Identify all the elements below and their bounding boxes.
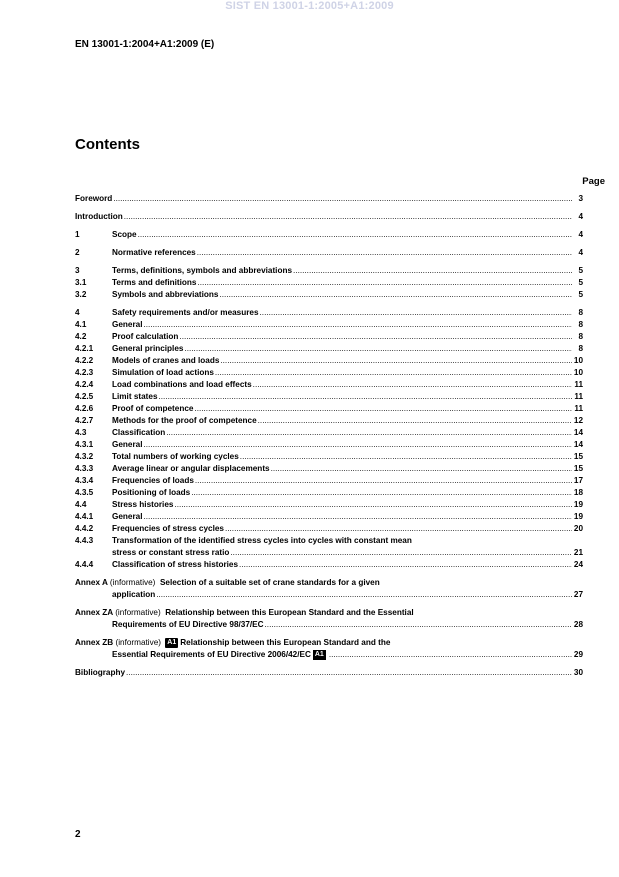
toc-entry-4-3-2[interactable] (75, 451, 583, 463)
toc-title: Terms and definitions (112, 278, 197, 287)
toc-title: Proof calculation (112, 332, 179, 341)
toc-title: General principles (112, 344, 184, 353)
toc-page: 21 (573, 548, 583, 557)
contents-heading: Contents (75, 136, 140, 153)
toc-title: General (112, 320, 143, 329)
toc-number: 4.3.4 (75, 476, 94, 485)
toc-page: 10 (573, 368, 583, 377)
leader-dots (225, 523, 572, 535)
toc-number: 4 (75, 308, 80, 317)
toc-page: 14 (573, 440, 583, 449)
annex-label: Annex A (75, 578, 108, 587)
toc-page: 5 (578, 278, 583, 287)
toc-number: 4.3.2 (75, 452, 94, 461)
table-of-contents (75, 193, 583, 685)
toc-entry-4-2-7[interactable] (75, 415, 583, 427)
toc-entry-4-4-4[interactable] (75, 559, 583, 571)
toc-title (75, 607, 414, 619)
toc-number: 3 (75, 266, 80, 275)
toc-title: Classification (112, 428, 166, 437)
toc-title: Frequencies of stress cycles (112, 524, 224, 533)
annex-title: Relationship between this European Standard and the (180, 638, 391, 647)
toc-entry-bibliography[interactable] (75, 667, 583, 679)
toc-entry-4-3-3[interactable] (75, 463, 583, 475)
leader-dots (195, 475, 572, 487)
toc-entry-1[interactable] (75, 229, 583, 241)
leader-dots (253, 379, 572, 391)
toc-entry-4-4-1[interactable] (75, 511, 583, 523)
toc-number: 4.4.1 (75, 512, 94, 521)
toc-page: 20 (573, 524, 583, 533)
leader-dots (113, 193, 572, 205)
toc-title: Foreword (75, 194, 113, 203)
leader-dots (156, 589, 572, 601)
amendment-start-marker: A1 (167, 638, 177, 646)
annex-type: (informative) (115, 608, 161, 617)
leader-dots (215, 367, 572, 379)
toc-title (112, 649, 328, 661)
toc-title: Total numbers of working cycles (112, 452, 239, 461)
leader-dots (174, 499, 572, 511)
toc-entry-annex-za[interactable] (75, 607, 583, 619)
toc-entry-4-4-3-continued[interactable] (75, 547, 583, 559)
toc-page: 5 (578, 266, 583, 275)
leader-dots (126, 667, 572, 679)
leader-dots (144, 319, 573, 331)
toc-entry-annex-zb[interactable] (75, 637, 583, 649)
toc-page: 8 (578, 320, 583, 329)
toc-page: 17 (573, 476, 583, 485)
toc-entry-3[interactable] (75, 265, 583, 277)
annex-type: (informative) (109, 578, 156, 587)
toc-title (75, 577, 380, 589)
toc-entry-annex-za-continued[interactable] (75, 619, 583, 631)
leader-dots (166, 427, 572, 439)
toc-number: 4.2.3 (75, 368, 94, 377)
toc-page: 4 (578, 212, 583, 221)
leader-dots (159, 391, 573, 403)
toc-page: 18 (573, 488, 583, 497)
toc-number: 2 (75, 248, 80, 257)
toc-title: Requirements of EU Directive 98/37/EC (112, 620, 264, 629)
toc-entry-4[interactable] (75, 307, 583, 319)
toc-entry-4-2-5[interactable] (75, 391, 583, 403)
toc-page: 24 (573, 560, 583, 569)
leader-dots (293, 265, 572, 277)
toc-number: 4.2.1 (75, 344, 94, 353)
toc-title: General (112, 440, 143, 449)
toc-title: Symbols and abbreviations (112, 290, 219, 299)
toc-title: Classification of stress histories (112, 560, 239, 569)
toc-number: 4.2.5 (75, 392, 94, 401)
toc-page: 30 (573, 668, 583, 677)
toc-number: 3.1 (75, 278, 87, 287)
toc-entry-4-4-2[interactable] (75, 523, 583, 535)
toc-number: 4.4.4 (75, 560, 94, 569)
toc-entry-2[interactable] (75, 247, 583, 259)
amendment-end-marker: A1 (314, 650, 324, 658)
toc-entry-4-2[interactable] (75, 331, 583, 343)
toc-number: 4.2.6 (75, 404, 94, 413)
toc-page: 4 (578, 248, 583, 257)
toc-title: Methods for the proof of competence (112, 416, 257, 425)
toc-entry-4-2-6[interactable] (75, 403, 583, 415)
toc-number: 4.2.7 (75, 416, 94, 425)
toc-entry-4-3-1[interactable] (75, 439, 583, 451)
toc-title: Average linear or angular displacements (112, 464, 270, 473)
leader-dots (144, 439, 573, 451)
toc-number: 4.4.2 (75, 524, 94, 533)
annex-type: (informative) (115, 638, 161, 647)
toc-page: 15 (573, 464, 583, 473)
toc-title: Models of cranes and loads (112, 356, 220, 365)
toc-title: application (112, 590, 156, 599)
page-number: 2 (75, 829, 81, 840)
leader-dots (179, 331, 572, 343)
toc-number: 4.2.4 (75, 380, 94, 389)
toc-entry-introduction[interactable] (75, 211, 583, 223)
toc-number: 4.2.2 (75, 356, 94, 365)
toc-number: 4.3 (75, 428, 87, 437)
toc-page: 19 (573, 500, 583, 509)
toc-page: 8 (578, 332, 583, 341)
toc-title: Limit states (112, 392, 158, 401)
toc-page: 28 (573, 620, 583, 629)
toc-number: 4.3.5 (75, 488, 94, 497)
leader-dots (197, 247, 572, 259)
toc-entry-4-4-3[interactable] (75, 535, 583, 547)
toc-number: 4.3.1 (75, 440, 94, 449)
annex-title: Essential Requirements of EU Directive 2006/42/EC (112, 650, 311, 659)
leader-dots (265, 619, 572, 631)
leader-dots (219, 289, 572, 301)
leader-dots (197, 277, 572, 289)
toc-number: 4.4 (75, 500, 87, 509)
toc-entry-4-2-1[interactable] (75, 343, 583, 355)
toc-title (75, 637, 390, 649)
toc-entry-annex-a-continued[interactable] (75, 589, 583, 601)
toc-entry-4-3-4[interactable] (75, 475, 583, 487)
leader-dots (230, 547, 572, 559)
toc-page: 5 (578, 290, 583, 299)
toc-page: 4 (578, 230, 583, 239)
toc-number: 4.4.3 (75, 536, 94, 545)
annex-label: Annex ZB (75, 638, 114, 647)
toc-entry-4-4[interactable] (75, 499, 583, 511)
leader-dots (271, 463, 572, 475)
toc-title: Frequencies of loads (112, 476, 194, 485)
toc-entry-4-3[interactable] (75, 427, 583, 439)
toc-title: Scope (112, 230, 137, 239)
toc-page: 11 (574, 404, 583, 413)
leader-dots (144, 511, 573, 523)
toc-page: 12 (573, 416, 583, 425)
toc-page: 29 (573, 650, 583, 659)
toc-entry-4-2-2[interactable] (75, 355, 583, 367)
toc-page: 8 (578, 344, 583, 353)
toc-page: 15 (573, 452, 583, 461)
leader-dots (138, 229, 572, 241)
leader-dots (184, 343, 572, 355)
toc-entry-annex-zb-continued[interactable] (75, 649, 583, 661)
toc-entry-4-1[interactable] (75, 319, 583, 331)
toc-page: 19 (573, 512, 583, 521)
toc-title: General (112, 512, 143, 521)
annex-title: Relationship between this European Standard and the Essential (165, 608, 414, 617)
leader-dots (124, 211, 572, 223)
toc-page: 11 (574, 392, 583, 401)
annex-label: Annex ZA (75, 608, 113, 617)
toc-page: 10 (573, 356, 583, 365)
toc-entry-4-2-4[interactable] (75, 379, 583, 391)
toc-title: Positioning of loads (112, 488, 191, 497)
leader-dots (260, 307, 572, 319)
toc-number: 4.2 (75, 332, 87, 341)
toc-entry-foreword[interactable] (75, 193, 583, 205)
toc-title: Proof of competence (112, 404, 194, 413)
toc-entry-3-2[interactable] (75, 289, 583, 301)
page-column-label: Page (582, 176, 605, 187)
toc-title: Load combinations and load effects (112, 380, 252, 389)
toc-title: Safety requirements and/or measures (112, 308, 259, 317)
toc-title: Transformation of the identified stress cycles into cycles with constant mean (112, 536, 412, 545)
toc-entry-3-1[interactable] (75, 277, 583, 289)
toc-page: 27 (573, 590, 583, 599)
leader-dots (220, 355, 572, 367)
toc-entry-4-3-5[interactable] (75, 487, 583, 499)
toc-title: Introduction (75, 212, 123, 221)
toc-page: 3 (578, 194, 583, 203)
watermark: SIST EN 13001-1:2005+A1:2009 (225, 0, 394, 12)
toc-page: 11 (574, 380, 583, 389)
toc-page: 8 (578, 308, 583, 317)
document-id: EN 13001-1:2004+A1:2009 (E) (75, 39, 215, 50)
toc-title: Terms, definitions, symbols and abbreviations (112, 266, 293, 275)
leader-dots (194, 403, 572, 415)
toc-entry-4-2-3[interactable] (75, 367, 583, 379)
toc-number: 1 (75, 230, 80, 239)
toc-title: Stress histories (112, 500, 174, 509)
toc-title: Simulation of load actions (112, 368, 214, 377)
leader-dots (258, 415, 572, 427)
leader-dots (329, 649, 572, 661)
toc-title: stress or constant stress ratio (112, 548, 230, 557)
toc-number: 4.1 (75, 320, 87, 329)
leader-dots (240, 451, 572, 463)
leader-dots (191, 487, 572, 499)
toc-number: 3.2 (75, 290, 87, 299)
leader-dots (239, 559, 572, 571)
toc-number: 4.3.3 (75, 464, 94, 473)
toc-entry-annex-a[interactable] (75, 577, 583, 589)
annex-title: Selection of a suitable set of crane standards for a given (159, 578, 380, 587)
toc-title: Normative references (112, 248, 196, 257)
toc-page: 14 (573, 428, 583, 437)
toc-title: Bibliography (75, 668, 126, 677)
